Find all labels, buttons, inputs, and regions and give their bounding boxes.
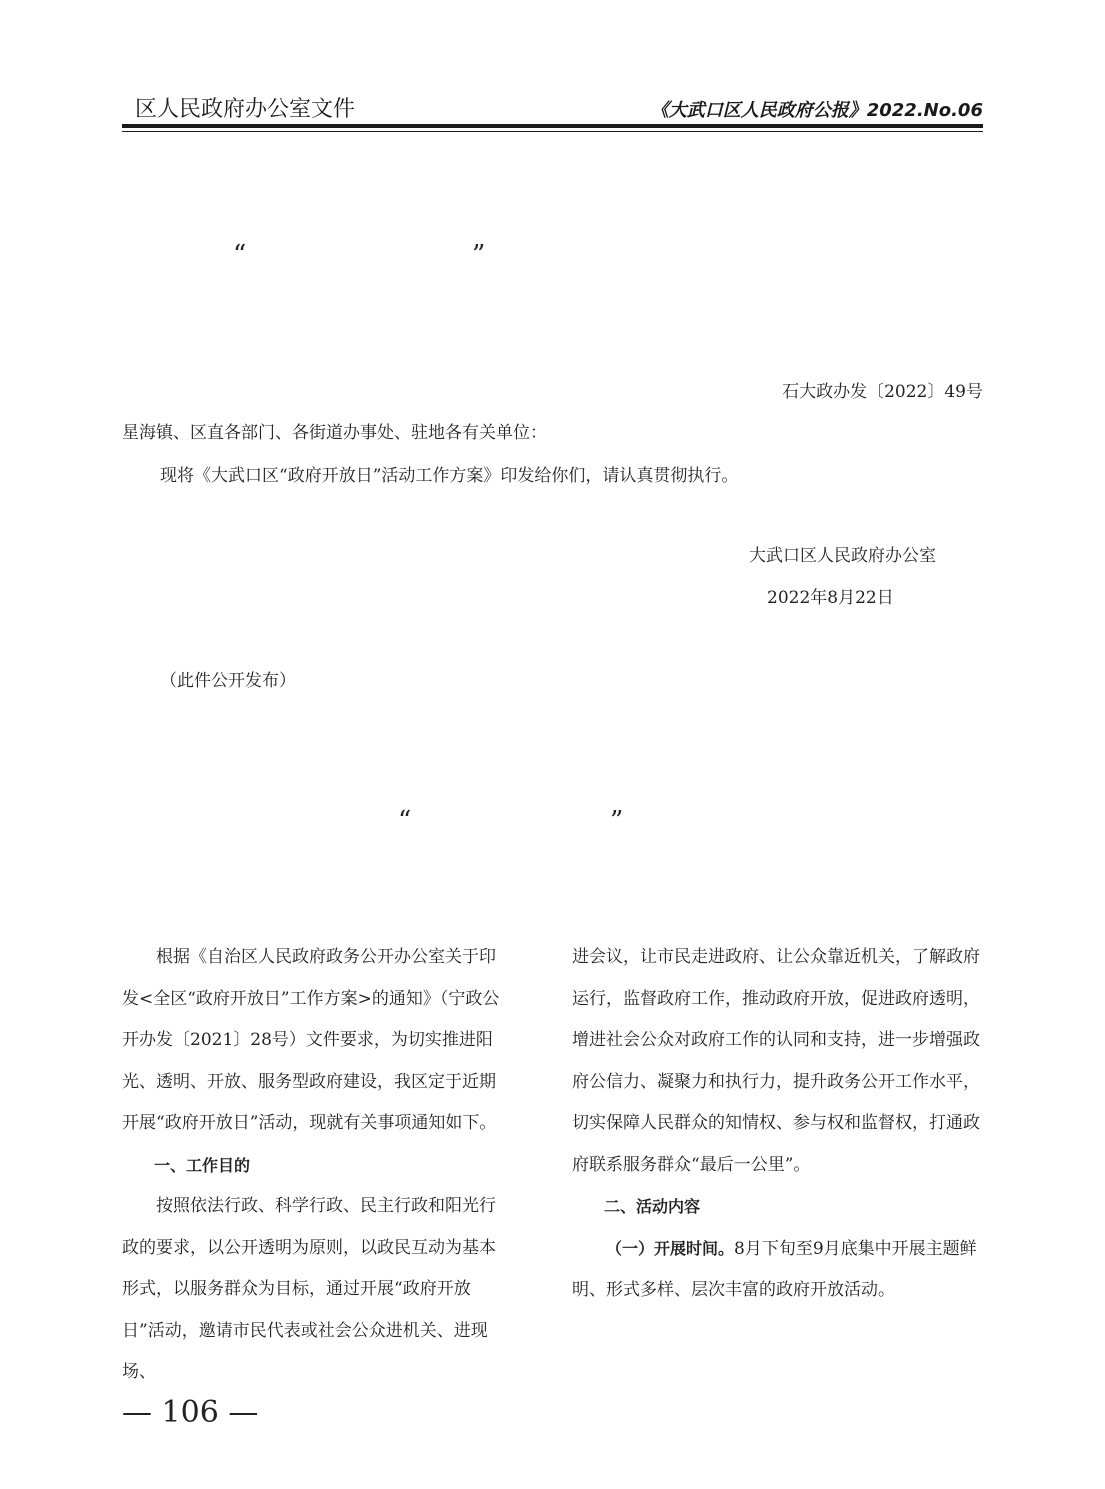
- page-number: — 106 —: [122, 1395, 259, 1430]
- subsection-1: [572, 1228, 984, 1312]
- section-heading-2: 二、活动内容: [604, 1197, 701, 1216]
- left-paragraph-1: 根据《自治区人民政府政务公开办公室关于印发<全区“政府开放日”工作方案>的通知》（宁政公开办发〔2021〕28号）文件要求，为切实推进阳光、透明、开放、服务型政府建设，我区定于近期开展“政府开放日”活动，现就有关事项通知如下。: [122, 947, 500, 1133]
- addressees: 星海镇、区直各部门、各街道办事处、驻地各有关单位：: [122, 423, 547, 443]
- title2-open-quote: “: [398, 806, 412, 836]
- title1-close-quote: ”: [472, 240, 486, 270]
- section-heading-1: 一、工作目的: [154, 1155, 251, 1175]
- left-paragraph-2: 按照依法行政、科学行政、民主行政和阳光行政的要求，以公开透明为原则，以政民互动为基本形式，以服务群众为目标，通过开展“政府开放日”活动，邀请市民代表或社会公众进机关、进现场、: [122, 1196, 496, 1382]
- notice-body: 现将《大武口区“政府开放日”活动工作方案》印发给你们，请认真贯彻执行。: [160, 466, 739, 486]
- document-number: 石大政办发〔2022〕49号: [782, 382, 983, 402]
- subsection-1-text: 8月下旬至9月底集中开展主题鲜明、形式多样、层次丰富的政府开放活动。: [572, 1238, 977, 1300]
- left-column: [122, 937, 506, 1394]
- header-rule-thick: [122, 124, 983, 128]
- right-column: [572, 937, 984, 1312]
- signature-date: 2022年8月22日: [767, 588, 894, 608]
- title2-close-quote: ”: [610, 806, 624, 836]
- subsection-1-label: （一）开展时间。: [606, 1238, 735, 1258]
- title1-open-quote: “: [233, 240, 247, 270]
- right-paragraph-1: 进会议，让市民走进政府、让公众靠近机关，了解政府运行，监督政府工作，推动政府开放，促进政府透明，增进社会公众对政府工作的认同和支持，进一步增强政府公信力、凝聚力和执行力，提升政务公开工作水平，切实保障人民群众的知情权、参与权和监督权，打通政府联系服务群众“最后一公里”。: [572, 947, 980, 1175]
- running-header-right: 《大武口区人民政府公报》2022.No.06: [650, 100, 983, 121]
- running-header-left: 区人民政府办公室文件: [135, 97, 356, 122]
- publish-note: （此件公开发布）: [160, 671, 296, 691]
- signature-org: 大武口区人民政府办公室: [749, 546, 936, 566]
- header-rule-thin: [122, 131, 983, 132]
